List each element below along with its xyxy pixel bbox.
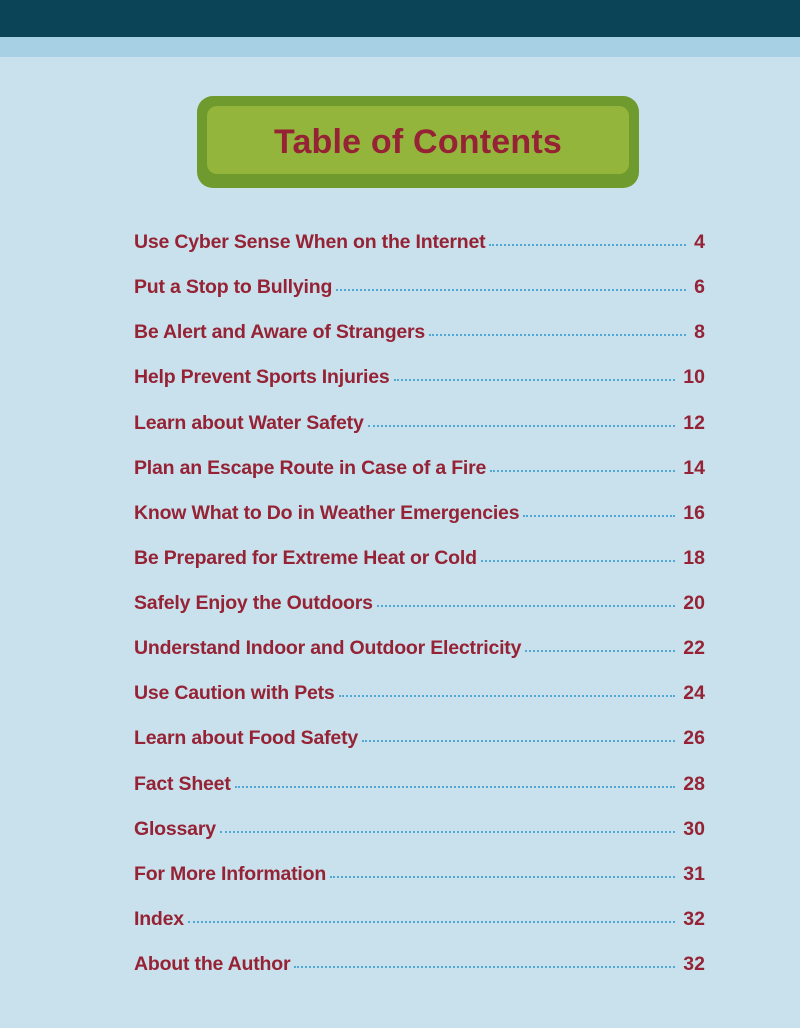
toc-leader-dots: [188, 921, 675, 923]
toc-entry[interactable]: [134, 450, 705, 495]
toc-entry-title: About the Author: [134, 953, 291, 975]
toc-entry-title: Use Cyber Sense When on the Internet: [134, 231, 486, 253]
toc-entry-title: Be Prepared for Extreme Heat or Cold: [134, 546, 477, 569]
toc-leader-dots: [220, 831, 675, 833]
toc-entry[interactable]: [134, 901, 705, 946]
toc-entry-title: Learn about Water Safety: [134, 411, 364, 434]
toc-entry-title: Safely Enjoy the Outdoors: [134, 592, 373, 614]
toc-leader-dots: [429, 334, 686, 336]
toc-entry[interactable]: [134, 495, 705, 540]
toc-leader-dots: [330, 876, 675, 878]
toc-entry-title: Put a Stop to Bullying: [134, 276, 333, 299]
toc-entry-title: For More Information: [134, 862, 327, 885]
toc-entry-page: 30: [683, 817, 705, 840]
toc-leader-dots: [235, 786, 676, 788]
toc-entry-page: 20: [683, 592, 705, 614]
toc-entry[interactable]: [134, 359, 705, 404]
toc-leader-dots: [481, 560, 675, 562]
toc-leader-dots: [294, 966, 675, 968]
toc-entry[interactable]: [134, 405, 705, 450]
toc-leader-dots: [394, 379, 676, 381]
toc-entry-page: 10: [683, 366, 705, 389]
toc-leader-dots: [523, 515, 675, 517]
toc-entry-title: Glossary: [134, 817, 216, 840]
toc-entry-page: 14: [683, 456, 705, 479]
toc-leader-dots: [368, 425, 676, 427]
toc-leader-dots: [490, 470, 675, 472]
toc-entry-page: 18: [683, 546, 705, 569]
toc-entry-title: Know What to Do in Weather Emergencies: [134, 501, 520, 524]
toc-entry-page: 32: [683, 907, 705, 930]
toc-leader-dots: [362, 740, 675, 742]
toc-entry-title: Help Prevent Sports Injuries: [134, 366, 390, 389]
toc-leader-dots: [525, 650, 675, 652]
toc-entry-page: 28: [683, 772, 705, 795]
toc-entry-title: Use Caution with Pets: [134, 682, 335, 705]
title-banner-inner: [207, 106, 629, 174]
toc-entry-title: Fact Sheet: [134, 772, 231, 795]
toc-entry[interactable]: [134, 585, 705, 630]
title-banner: [197, 96, 639, 188]
toc-entry[interactable]: [134, 720, 705, 765]
header-band: [0, 0, 800, 37]
toc-entry-page: 16: [683, 501, 705, 524]
toc-leader-dots: [336, 289, 686, 291]
toc-entry[interactable]: [134, 766, 705, 811]
toc-entry-title: Learn about Food Safety: [134, 727, 359, 750]
page-title: Table of Contents: [274, 122, 562, 161]
toc-entry[interactable]: [134, 946, 705, 991]
toc-entry[interactable]: [134, 630, 705, 675]
toc-entry-page: 31: [683, 862, 705, 885]
toc-leader-dots: [339, 695, 676, 697]
toc-entry-page: 26: [683, 727, 705, 750]
toc-entry-page: 24: [683, 682, 705, 705]
toc-entry-title: Be Alert and Aware of Strangers: [134, 321, 426, 344]
toc-entry[interactable]: [134, 224, 705, 269]
toc-entry-page: 12: [683, 411, 705, 434]
toc-entry-title: Plan an Escape Route in Case of a Fire: [134, 456, 487, 479]
toc-entry-page: 6: [694, 276, 705, 299]
toc-entry[interactable]: [134, 269, 705, 314]
toc-entry[interactable]: [134, 314, 705, 359]
toc-entry-page: 32: [683, 953, 705, 975]
toc-leader-dots: [489, 244, 686, 246]
toc-entry[interactable]: [134, 811, 705, 856]
toc-entry[interactable]: [134, 856, 705, 901]
toc-leader-dots: [377, 605, 676, 607]
toc-entry-page: 22: [683, 637, 705, 660]
header-stripe: [0, 37, 800, 57]
toc-entry[interactable]: [134, 675, 705, 720]
toc-entry-page: 4: [694, 231, 705, 253]
toc-entry[interactable]: [134, 540, 705, 585]
toc-entry-title: Index: [134, 907, 184, 930]
table-of-contents: [134, 224, 705, 991]
toc-entry-page: 8: [694, 321, 705, 344]
toc-entry-title: Understand Indoor and Outdoor Electricity: [134, 637, 522, 660]
